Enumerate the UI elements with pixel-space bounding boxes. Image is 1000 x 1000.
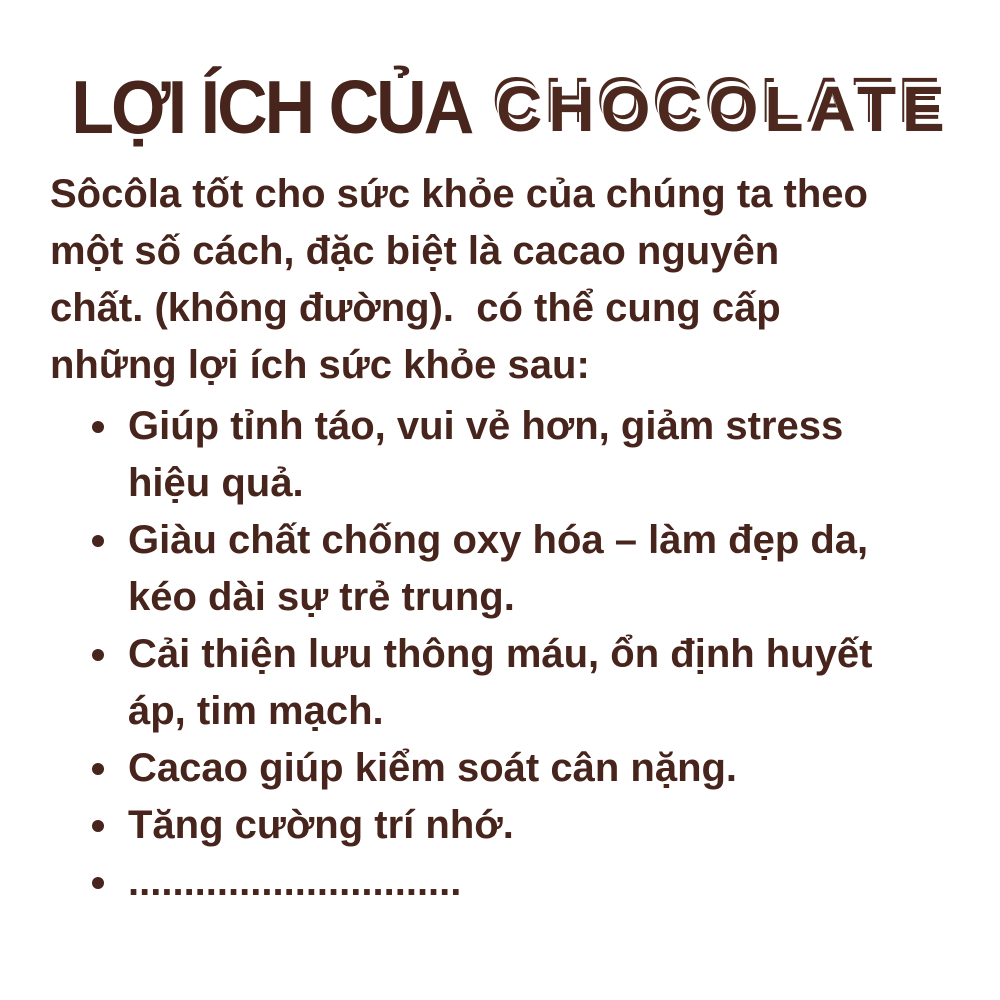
list-item-circulation xyxy=(92,626,972,740)
bullet-icon xyxy=(92,877,104,889)
bullet-icon xyxy=(92,649,104,661)
benefit-line: Giúp tỉnh táo, vui vẻ hơn, giảm stress xyxy=(128,404,844,448)
list-item-text xyxy=(128,797,972,854)
benefit-line: hiệu quả. xyxy=(128,461,304,505)
bullet-icon xyxy=(92,421,104,433)
intro-line-2: một số cách, đặc biệt là cacao nguyên xyxy=(50,229,780,273)
list-item-text xyxy=(128,398,972,512)
bullet-icon xyxy=(92,763,104,775)
benefit-line: kéo dài sự trẻ trung. xyxy=(128,575,515,619)
title-bubble-text: CHOCOLATE xyxy=(496,73,951,145)
list-item-text xyxy=(128,740,972,797)
benefit-line: .............................. xyxy=(128,860,462,904)
intro-line-3: chất. (không đường). có thể cung cấp xyxy=(50,286,781,330)
list-item-text xyxy=(128,512,972,626)
page-title xyxy=(50,0,972,150)
benefit-line: Cacao giúp kiểm soát cân nặng. xyxy=(128,746,738,790)
title-plain-text: LỢI ÍCH CỦA xyxy=(71,64,472,150)
intro-paragraph xyxy=(50,166,972,394)
list-item-text xyxy=(128,854,972,911)
bullet-icon xyxy=(92,820,104,832)
list-item-alertness xyxy=(92,398,972,512)
list-item-text xyxy=(128,626,972,740)
list-item-ellipsis xyxy=(92,854,972,911)
list-item-memory xyxy=(92,797,972,854)
benefit-line: Tăng cường trí nhớ. xyxy=(128,803,514,847)
benefit-line: Giàu chất chống oxy hóa – làm đẹp da, xyxy=(128,518,869,562)
list-item-antioxidant xyxy=(92,512,972,626)
intro-line-1: Sôcôla tốt cho sức khỏe của chúng ta theo xyxy=(50,172,868,216)
bullet-icon xyxy=(92,535,104,547)
intro-line-4: những lợi ích sức khỏe sau: xyxy=(50,343,590,387)
benefit-line: Cải thiện lưu thông máu, ổn định huyết xyxy=(128,632,873,676)
benefit-line: áp, tim mạch. xyxy=(128,689,384,733)
list-item-weight-control xyxy=(92,740,972,797)
benefits-list xyxy=(50,398,972,911)
